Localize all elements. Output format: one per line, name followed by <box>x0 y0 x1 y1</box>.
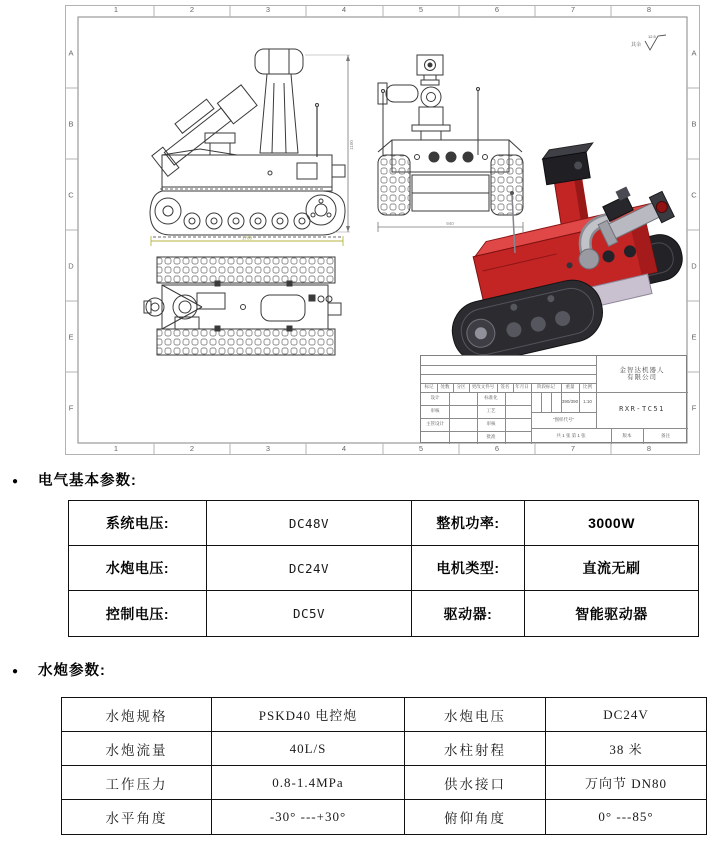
grid-ref-label: 6 <box>494 444 500 453</box>
drawing-number: RXR-TC51 <box>619 405 665 414</box>
grid-ref-label: E <box>68 332 74 342</box>
spec-label-cell: 水炮电压 <box>405 698 546 732</box>
spec-value-cell: 3000W <box>525 501 698 546</box>
grid-ref-label: 4 <box>341 444 347 453</box>
grid-ref-label: 4 <box>341 5 347 14</box>
section-heading-electrical: 电气基本参数: <box>38 473 137 489</box>
grid-ref-label: 7 <box>570 444 576 453</box>
spec-value-cell: 智能驱动器 <box>575 605 648 622</box>
tb-rev-header: 更改文件号 <box>471 384 495 390</box>
tb-sign-label: 批准 <box>486 434 496 440</box>
roughness-prefix: 其余 <box>631 42 642 48</box>
spec-label-cell: 水柱射程 <box>405 732 546 766</box>
spec-label-cell: 驱动器: <box>412 591 525 636</box>
spec-label-cell: 整机功率: <box>412 501 525 546</box>
section-heading-cannon: 水炮参数: <box>38 663 106 679</box>
section-bullet: ● <box>12 476 19 487</box>
tb-weight-value: 390/390 <box>561 398 579 404</box>
grid-ref-label: 6 <box>494 5 500 14</box>
spec-label-cell: 水平角度 <box>62 800 212 834</box>
grid-ref-label: 3 <box>265 444 271 453</box>
tb-sign-label: 标准化 <box>484 395 498 401</box>
tb-weight-label: 重量 <box>565 384 575 390</box>
grid-ref-label: A <box>68 48 74 58</box>
tb-sign-label: 审核 <box>486 421 496 427</box>
grid-ref-label: A <box>691 48 697 58</box>
spec-value-cell: DC5V <box>207 591 412 636</box>
company-name <box>596 356 688 392</box>
top-view-drawing <box>144 257 341 355</box>
tb-version-label: 版本 <box>622 432 632 438</box>
grid-ref-label: 2 <box>189 444 195 453</box>
grid-ref-label: 3 <box>265 5 271 14</box>
spec-label-cell: 系统电压: <box>69 501 207 546</box>
tb-code-label: "图样代号" <box>552 416 575 422</box>
spec-label-cell: 水炮电压: <box>69 546 207 591</box>
tb-sign-label: 主管设计 <box>426 421 444 427</box>
spec-value-cell: 0.8-1.4MPa <box>212 766 405 800</box>
title-block <box>420 355 687 443</box>
tb-rev-header: 标记 <box>424 384 434 390</box>
tb-sign-label: 审核 <box>430 408 440 414</box>
tb-sign-label <box>421 431 449 444</box>
spec-value-cell: DC24V <box>546 698 706 732</box>
front-width-dim: 940 <box>446 221 454 226</box>
grid-ref-label: B <box>68 119 74 129</box>
grid-ref-label: 1 <box>113 444 119 453</box>
tb-rev-header: 年月日 <box>515 384 529 390</box>
spec-label-cell: 供水接口 <box>405 766 546 800</box>
company-name-line2: 有限公司 <box>627 374 657 381</box>
grid-ref-label: 5 <box>418 5 424 14</box>
spec-value-cell: 38 米 <box>546 732 706 766</box>
grid-ref-label: B <box>691 119 697 129</box>
spec-label-cell: 工作压力 <box>62 766 212 800</box>
grid-ref-label: 7 <box>570 5 576 14</box>
grid-ref-label: C <box>68 190 74 200</box>
tb-scale-value: 1:10 <box>583 398 592 404</box>
tb-sign-label: 设计 <box>430 395 440 401</box>
grid-ref-label: F <box>691 403 697 413</box>
grid-ref-label: 5 <box>418 444 424 453</box>
tb-rev-header: 签名 <box>500 384 510 390</box>
grid-ref-label: 8 <box>646 5 652 14</box>
spec-value-cell: 万向节 DN80 <box>546 766 706 800</box>
spec-label-cell: 俯仰角度 <box>405 800 546 834</box>
tb-stage-label: 阶段标记 <box>537 384 555 390</box>
grid-ref-label: E <box>691 332 697 342</box>
spec-value-cell: -30° ---+30° <box>212 800 405 834</box>
grid-ref-label: 8 <box>646 444 652 453</box>
spec-value-cell: DC24V <box>207 546 412 591</box>
spec-table-electrical <box>68 500 699 637</box>
spec-value-cell: 直流无刷 <box>525 546 698 591</box>
tb-rev-header: 分区 <box>456 384 466 390</box>
side-width-dim: 1700 <box>241 235 253 241</box>
tb-sign-label: 工艺 <box>486 408 496 414</box>
grid-ref-label: 2 <box>189 5 195 14</box>
spec-label-cell: 水炮流量 <box>62 732 212 766</box>
roughness-value: 12.5 <box>648 34 656 39</box>
side-height-dim: 1100 <box>349 140 354 150</box>
grid-ref-label: 1 <box>113 5 119 14</box>
grid-ref-label: C <box>691 190 697 200</box>
tb-scale-label: 比例 <box>583 384 592 390</box>
grid-ref-label: D <box>691 261 697 271</box>
spec-value-cell: PSKD40 电控炮 <box>212 698 405 732</box>
spec-label-cell: 控制电压: <box>69 591 207 636</box>
grid-ref-label: F <box>68 403 74 413</box>
spec-label-cell: 水炮规格 <box>62 698 212 732</box>
spec-value-cell: 0° ---85° <box>598 809 654 824</box>
spec-value-cell: DC48V <box>207 501 412 546</box>
tb-rev-header: 处数 <box>440 384 450 390</box>
spec-table-cannon <box>61 697 707 835</box>
tb-sheet-count: 共 1 张 第 1 张 <box>556 432 586 438</box>
spec-value-cell: 40L/S <box>212 732 405 766</box>
grid-ref-label: D <box>68 261 74 271</box>
tb-note-label: 备注 <box>661 432 670 438</box>
company-name-line1: 金智达机器人 <box>619 366 665 374</box>
spec-label-cell: 电机类型: <box>412 546 525 591</box>
section-bullet: ● <box>12 666 19 677</box>
